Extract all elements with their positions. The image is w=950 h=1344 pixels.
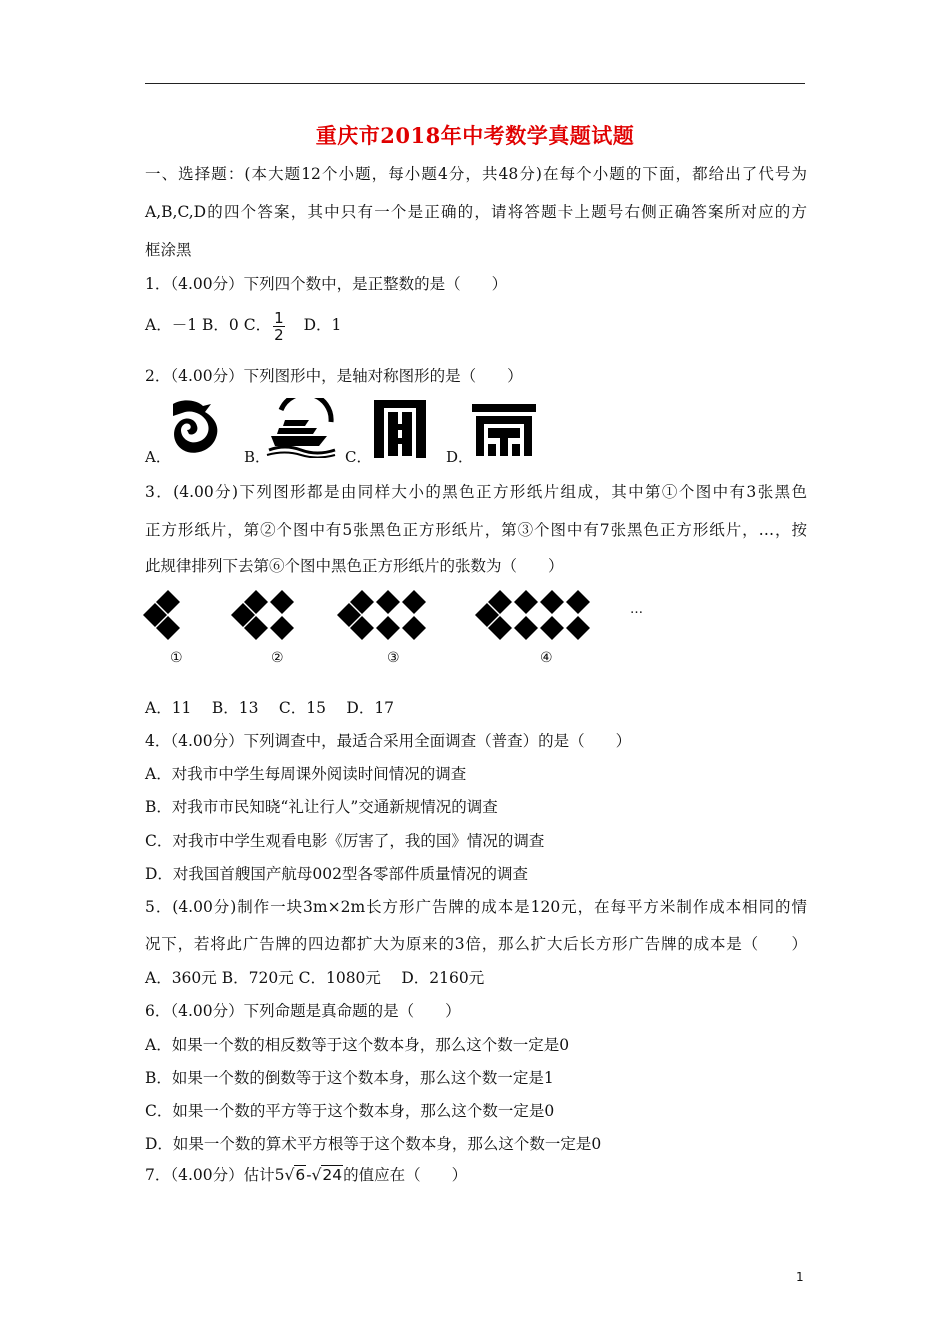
- question-4-stem: 4．（4.00分）下列调查中，最适合采用全面调查（普查）的是（ ）: [145, 732, 632, 750]
- question-3-line-1: 3．(4.00分)下列图形都是由同样大小的黑色正方形纸片组成，其中第①个图中有3张黑色: [145, 483, 807, 501]
- question-5-line-2: 况下，若将此广告牌的四边都扩大为原来的3倍，那么扩大后长方形广告牌的成本是（ ）: [145, 935, 807, 953]
- question-5-line-1: 5．(4.00分)制作一块3m×2m长方形广告牌的成本是120元，在每平方米制作成本相同的情: [145, 898, 807, 916]
- q6-option-b: B．如果一个数的倒数等于这个数本身，那么这个数一定是1: [145, 1069, 554, 1087]
- q3-figure-label-1: ①: [170, 650, 183, 666]
- q3-figure-label-4: ④: [540, 650, 553, 666]
- q2-option-d: D．: [446, 448, 474, 466]
- section-intro-line-2: A,B,C,D的四个答案，其中只有一个是正确的，请将答题卡上题号右侧正确答案所对应的方: [145, 203, 807, 221]
- question-6-stem: 6．（4.00分）下列命题是真命题的是（ ）: [145, 1002, 461, 1020]
- ship-logo-icon: [265, 398, 337, 458]
- black-square-tile: [540, 590, 564, 614]
- pattern-logo-icon: [472, 404, 536, 456]
- black-square-tile: [540, 616, 564, 640]
- black-square-tile: [566, 616, 590, 640]
- question-3-options: A．11 B．13 C．15 D．17: [145, 699, 395, 717]
- q4-option-c: C．对我市中学生观看电影《厉害了，我的国》情况的调查: [145, 832, 545, 850]
- character-logo-icon: [372, 400, 428, 458]
- section-intro-line-3: 框涂黑: [145, 241, 192, 259]
- black-square-tile: [376, 590, 400, 614]
- black-square-tile: [514, 616, 538, 640]
- radicand-six: 6: [295, 1166, 306, 1184]
- black-square-tile: [270, 616, 294, 640]
- q6-option-c: C．如果一个数的平方等于这个数本身，那么这个数一定是0: [145, 1102, 555, 1120]
- q2-option-a: A．: [145, 448, 171, 466]
- question-3-line-2: 正方形纸片，第②个图中有5张黑色正方形纸片，第③个图中有7张黑色正方形纸片，…，按: [145, 521, 807, 539]
- q4-option-a: A．对我市中学生每周课外阅读时间情况的调查: [145, 765, 467, 783]
- radicand-twenty-four: 24: [322, 1166, 343, 1184]
- q3-figure-label-3: ③: [387, 650, 400, 666]
- q1-option-b: B．0: [202, 316, 239, 334]
- q1-option-a: A．－1: [145, 316, 198, 334]
- q7-suffix: 的值应在（ ）: [343, 1166, 468, 1184]
- q3-figure-1: [140, 586, 210, 644]
- page-number: 1: [796, 1270, 804, 1284]
- q3-figure-3: [334, 586, 454, 644]
- header-rule: [145, 83, 805, 84]
- q3-figure-ellipsis: …: [630, 602, 643, 617]
- q1-option-d: D．1: [303, 316, 342, 334]
- black-square-tile: [402, 590, 426, 614]
- q4-option-b: B．对我市市民知晓“礼让行人”交通新规情况的调查: [145, 798, 498, 816]
- question-1-stem: 1．（4.00分）下列四个数中，是正整数的是（ ）: [145, 275, 508, 293]
- q7-minus: -: [306, 1166, 312, 1184]
- page-title: 重庆市2018年中考数学真题试题: [315, 123, 635, 148]
- black-square-tile: [270, 590, 294, 614]
- question-2-stem: 2．（4.00分）下列图形中，是轴对称图形的是（ ）: [145, 367, 523, 385]
- black-square-tile: [514, 590, 538, 614]
- fraction-numerator: 1: [274, 308, 284, 327]
- q3-figure-label-2: ②: [271, 650, 284, 666]
- fraction-denominator: 2: [274, 325, 284, 344]
- question-7-stem: [145, 1163, 467, 1185]
- question-3-line-3: 此规律排列下去第⑥个图中黑色正方形纸片的张数为（ ）: [145, 557, 564, 575]
- q3-figure-2: [228, 586, 318, 644]
- q4-option-d: D．对我国首艘国产航母002型各零部件质量情况的调查: [145, 865, 529, 883]
- q3-figure-4: [472, 586, 622, 644]
- black-square-tile: [402, 616, 426, 640]
- q1-option-c: C．: [243, 316, 272, 334]
- q2-option-b: B．: [244, 448, 271, 466]
- q2-option-c: C．: [345, 448, 372, 466]
- question-5-options: A．360元 B．720元 C．1080元 D．2160元: [145, 969, 485, 987]
- section-intro-line-1: 一、选择题：(本大题12个小题，每小题4分，共48分)在每个小题的下面，都给出了代号为: [145, 165, 807, 183]
- fraction-one-half: [273, 310, 285, 343]
- black-square-tile: [566, 590, 590, 614]
- black-square-tile: [376, 616, 400, 640]
- sqrt-six: √6: [284, 1166, 306, 1184]
- question-1-options: [145, 308, 341, 343]
- q7-prefix: 7．（4.00分）估计: [145, 1166, 275, 1184]
- spiral-logo-icon: [165, 398, 227, 458]
- sqrt-twenty-four: √24: [311, 1166, 343, 1184]
- q6-option-d: D．如果一个数的算术平方根等于这个数本身，那么这个数一定是0: [145, 1135, 602, 1153]
- q7-coefficient: 5: [274, 1166, 285, 1184]
- q6-option-a: A．如果一个数的相反数等于这个数本身，那么这个数一定是0: [145, 1036, 570, 1054]
